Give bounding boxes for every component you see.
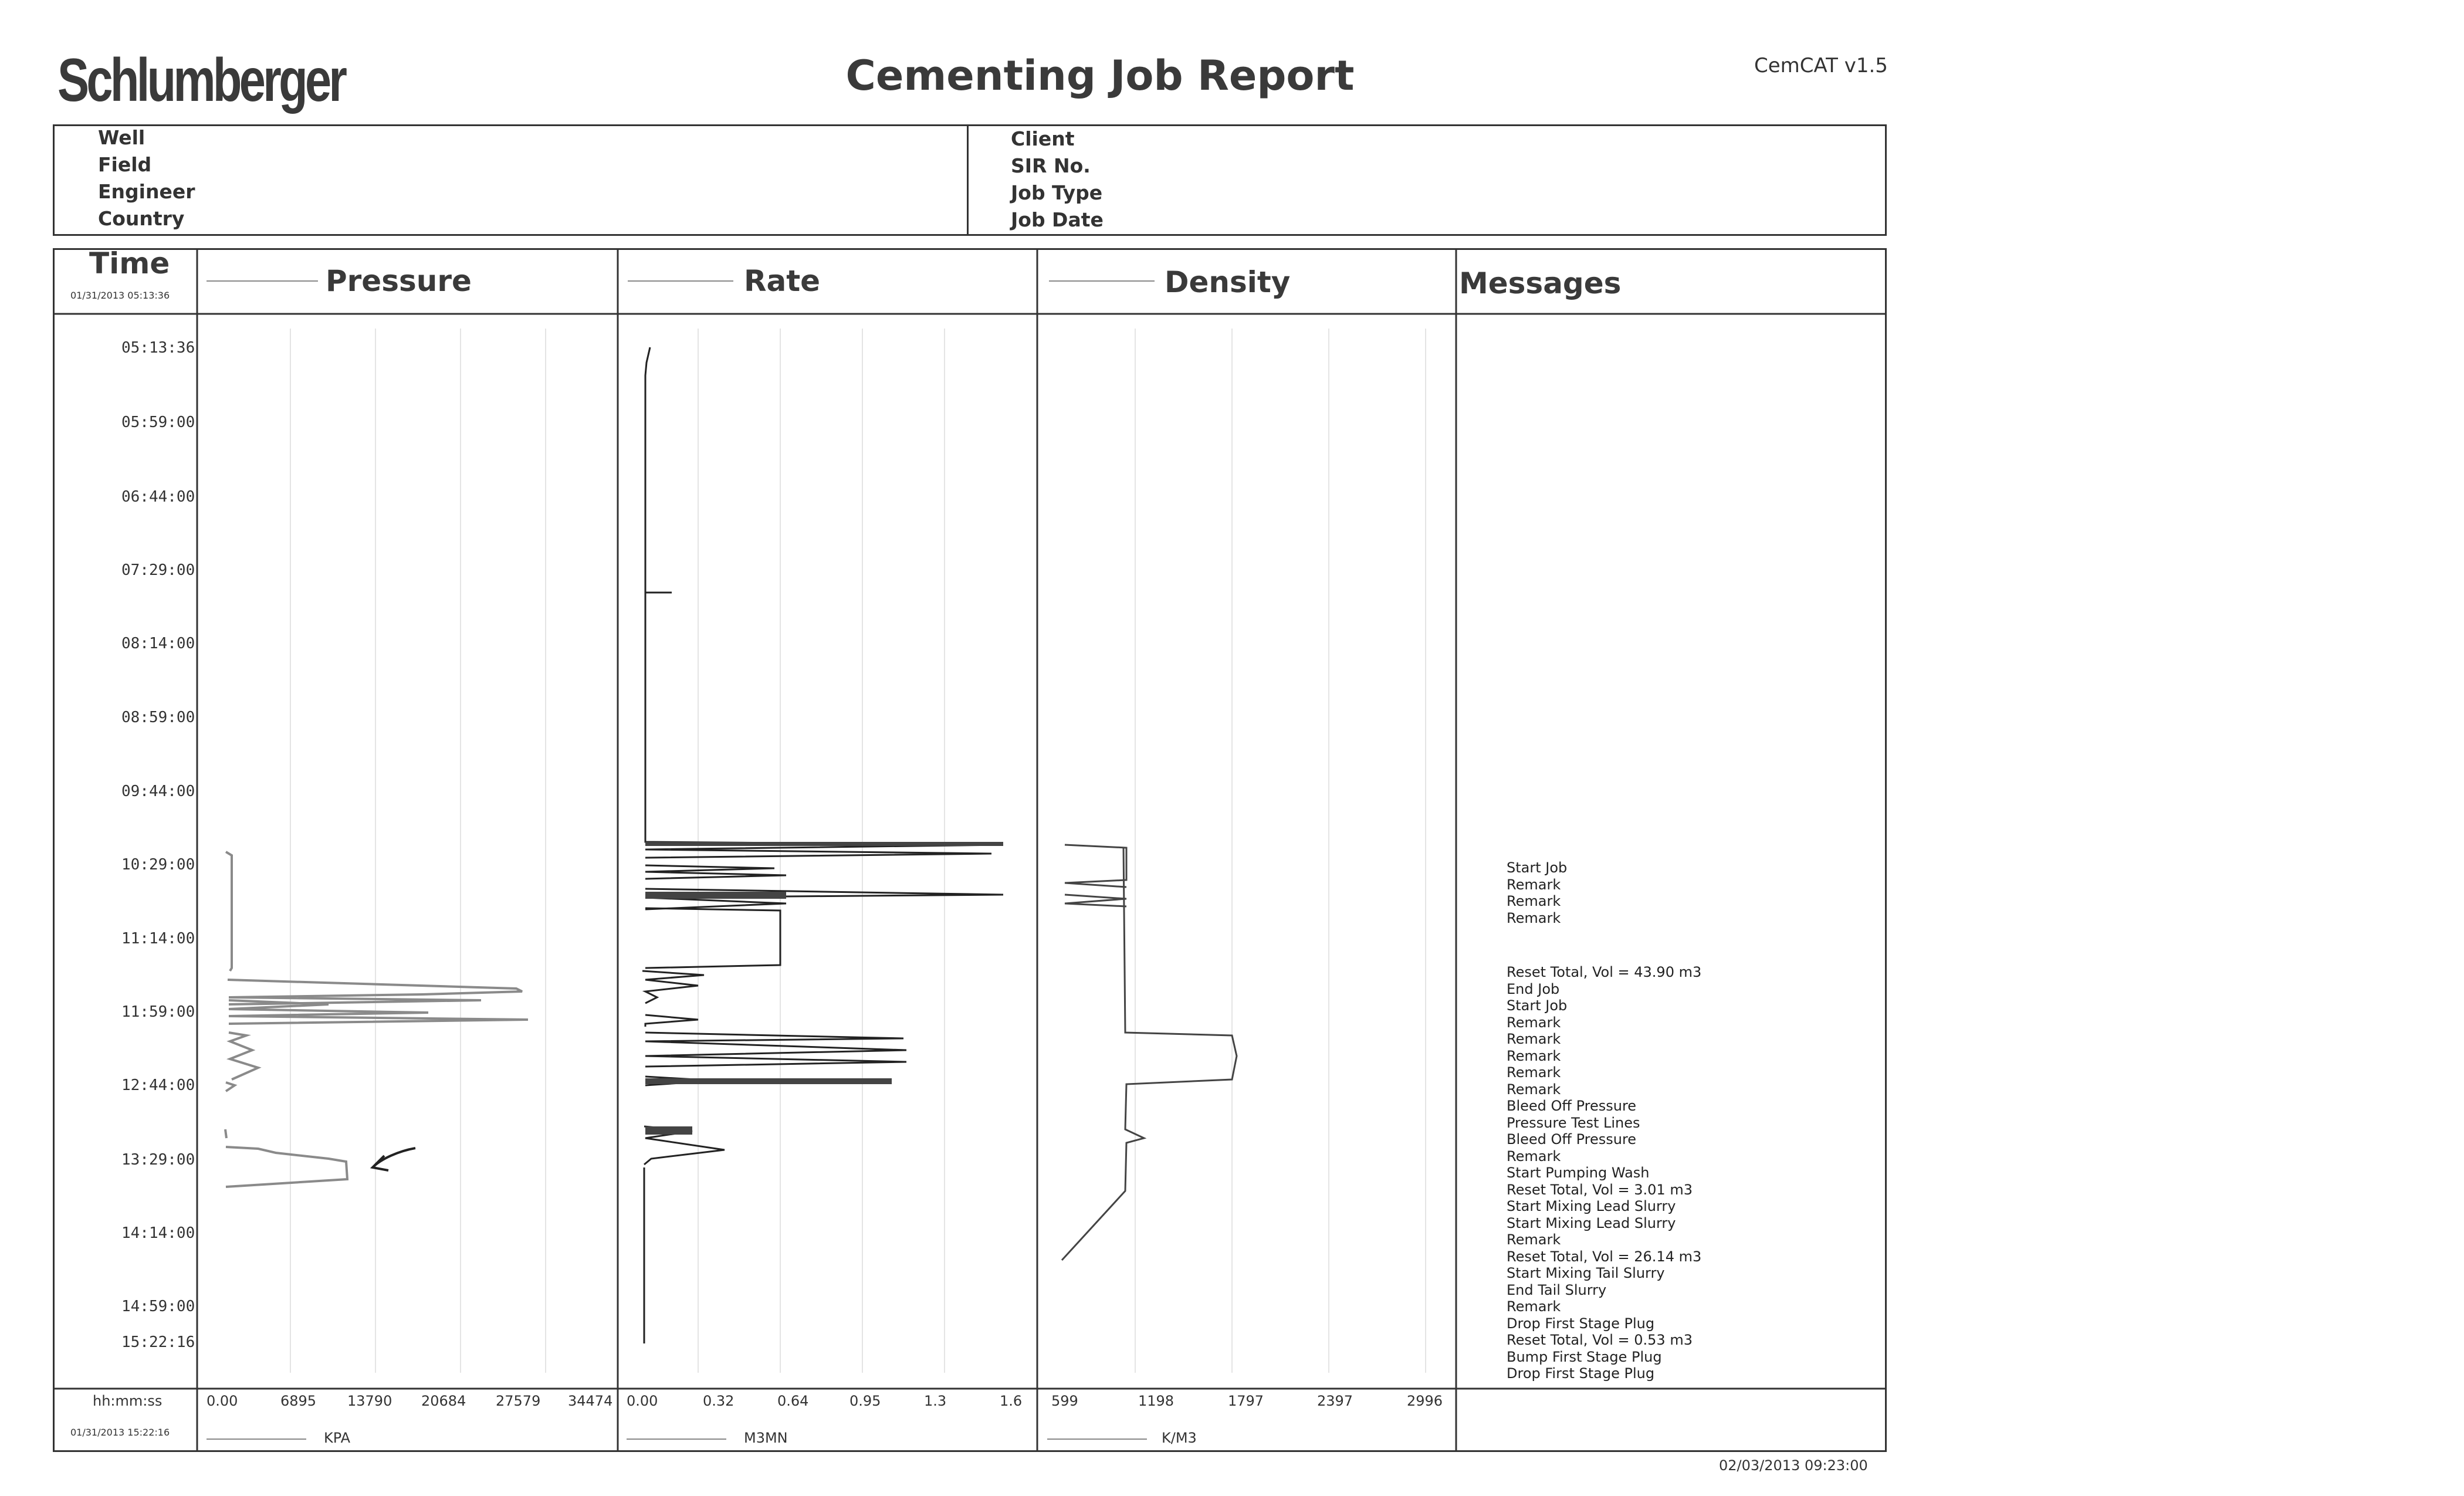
density-tick: 1797 — [1228, 1393, 1264, 1409]
messages-column-title: Messages — [1459, 266, 1622, 300]
message-item: Start Pumping Wash — [1507, 1165, 1650, 1181]
time-format-label: hh:mm:ss — [93, 1393, 163, 1409]
density-footer-line — [1047, 1439, 1147, 1440]
rate-dark-band — [645, 842, 1003, 1135]
time-end-stamp: 01/31/2013 15:22:16 — [70, 1427, 170, 1438]
message-item: Remark — [1507, 1298, 1561, 1315]
message-item: Drop First Stage Plug — [1507, 1315, 1655, 1332]
message-item: Reset Total, Vol = 43.90 m3 — [1507, 964, 1702, 980]
time-label: 11:59:00 — [121, 1003, 195, 1021]
time-label: 09:44:00 — [121, 783, 195, 800]
label-job-type: Job Type — [1011, 181, 1103, 204]
pressure-footer-line — [207, 1439, 306, 1440]
report-timestamp: 02/03/2013 09:23:00 — [1719, 1457, 1868, 1474]
message-item: Start Mixing Lead Slurry — [1507, 1198, 1676, 1214]
density-tick: 2397 — [1317, 1393, 1353, 1409]
time-label: 06:44:00 — [121, 488, 195, 506]
messages-group-2 — [1507, 964, 1701, 1382]
message-item: Remark — [1507, 1047, 1561, 1064]
time-label: 05:13:36 — [121, 339, 195, 357]
density-tick: 2996 — [1407, 1393, 1443, 1409]
message-item: Remark — [1507, 1031, 1561, 1047]
rate-column-title: Rate — [744, 264, 821, 298]
message-item: Remark — [1507, 1081, 1561, 1098]
density-tick: 599 — [1051, 1393, 1078, 1409]
time-label: 08:14:00 — [121, 635, 195, 652]
message-item: Reset Total, Vol = 3.01 m3 — [1507, 1181, 1693, 1198]
density-trace — [1062, 845, 1237, 1260]
pressure-column-title: Pressure — [326, 264, 472, 298]
message-item: End Job — [1507, 980, 1560, 997]
rate-footer-line — [627, 1439, 726, 1440]
label-engineer: Engineer — [98, 180, 195, 203]
message-item: Remark — [1507, 1064, 1561, 1081]
time-column-title: Time — [89, 246, 170, 280]
time-label: 14:14:00 — [121, 1224, 195, 1242]
pressure-unit: KPA — [324, 1430, 351, 1446]
label-well: Well — [98, 126, 145, 149]
pressure-tick: 34474 — [568, 1393, 613, 1409]
message-item: Remark — [1507, 1014, 1561, 1031]
time-label: 14:59:00 — [121, 1298, 195, 1315]
pressure-tick: 13790 — [347, 1393, 392, 1409]
pressure-trace — [225, 852, 528, 1187]
grid-lines — [290, 329, 1426, 1373]
message-item: Bump First Stage Plug — [1507, 1348, 1662, 1365]
handwritten-arrow — [373, 1148, 415, 1170]
message-item: Reset Total, Vol = 26.14 m3 — [1507, 1248, 1702, 1265]
time-label: 08:59:00 — [121, 709, 195, 726]
label-field: Field — [98, 153, 152, 176]
message-item: Remark — [1507, 909, 1561, 926]
time-label: 11:14:00 — [121, 930, 195, 947]
rate-unit: M3MN — [744, 1430, 788, 1446]
time-label: 13:29:00 — [121, 1151, 195, 1169]
pressure-tick: 20684 — [421, 1393, 466, 1409]
rate-tick: 0.00 — [627, 1393, 658, 1409]
pressure-tick: 27579 — [496, 1393, 541, 1409]
message-item: Start Job — [1507, 859, 1568, 876]
rate-tick: 1.6 — [1000, 1393, 1023, 1409]
time-label: 15:22:16 — [121, 1333, 195, 1351]
message-item: Remark — [1507, 1148, 1561, 1165]
messages-group-1 — [1507, 859, 1567, 926]
time-label: 10:29:00 — [121, 856, 195, 874]
time-label: 07:29:00 — [121, 561, 195, 579]
version-label: CemCAT v1.5 — [1754, 54, 1888, 77]
company-logo: Schlumberger — [57, 46, 345, 114]
rate-tick: 0.32 — [703, 1393, 735, 1409]
label-country: Country — [98, 207, 185, 230]
message-item: Remark — [1507, 893, 1561, 909]
rate-tick: 0.64 — [777, 1393, 809, 1409]
label-job-date: Job Date — [1011, 208, 1104, 231]
message-item: Bleed Off Pressure — [1507, 1098, 1637, 1114]
rate-tick: 1.3 — [924, 1393, 947, 1409]
label-client: Client — [1011, 127, 1075, 150]
message-item: Start Job — [1507, 997, 1568, 1014]
message-item: Bleed Off Pressure — [1507, 1131, 1637, 1148]
density-tick: 1198 — [1138, 1393, 1175, 1409]
message-item: Drop First Stage Plug — [1507, 1365, 1655, 1382]
density-unit: K/M3 — [1162, 1430, 1197, 1446]
message-item: Start Mixing Tail Slurry — [1507, 1265, 1665, 1281]
density-column-title: Density — [1165, 265, 1291, 299]
message-item: Reset Total, Vol = 0.53 m3 — [1507, 1332, 1693, 1348]
report-title: Cementing Job Report — [845, 52, 1355, 100]
message-item: Remark — [1507, 876, 1561, 893]
label-sir-no: SIR No. — [1011, 154, 1091, 177]
pressure-tick: 6895 — [280, 1393, 317, 1409]
pressure-tick: 0.00 — [207, 1393, 238, 1409]
time-start-stamp: 01/31/2013 05:13:36 — [70, 290, 170, 301]
message-item: End Tail Slurry — [1507, 1281, 1607, 1298]
message-item: Pressure Test Lines — [1507, 1114, 1640, 1131]
time-label: 12:44:00 — [121, 1077, 195, 1094]
message-item: Start Mixing Lead Slurry — [1507, 1214, 1676, 1231]
time-label: 05:59:00 — [121, 414, 195, 431]
message-item: Remark — [1507, 1231, 1561, 1248]
rate-tick: 0.95 — [849, 1393, 881, 1409]
